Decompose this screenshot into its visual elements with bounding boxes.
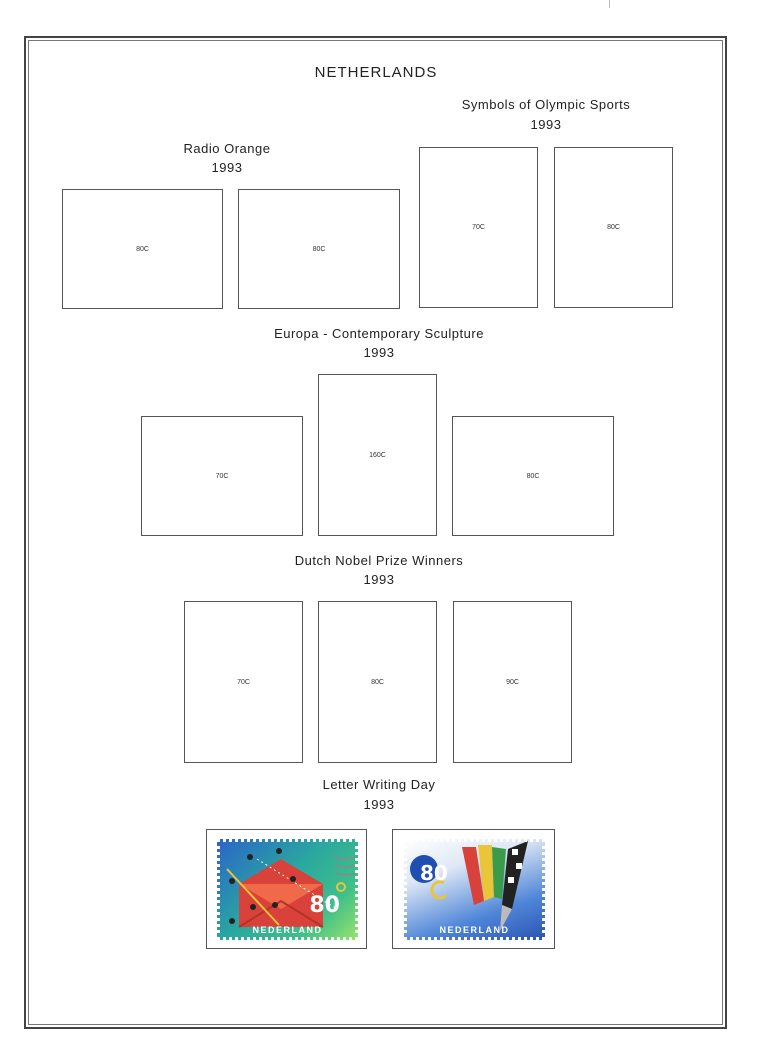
section-title-olympic: Symbols of Olympic Sports: [461, 97, 631, 112]
section-year-europa: 1993: [363, 345, 395, 360]
stamp-pencils: [404, 839, 545, 940]
section-title-europa: Europa - Contemporary Sculpture: [274, 326, 484, 341]
section-title-letter: Letter Writing Day: [322, 777, 436, 792]
slot-denomination: 80C: [607, 224, 620, 231]
stamp-slot-nobel-1[interactable]: [184, 601, 303, 763]
stamp-denomination: 80: [309, 893, 340, 918]
slot-denomination: 160C: [369, 451, 386, 459]
stamp-denomination: 80: [420, 861, 448, 885]
stamp-slot-nobel-3[interactable]: [453, 601, 572, 763]
stamp-slot-olympic-1[interactable]: [419, 147, 538, 308]
stamp-slot-europa-1[interactable]: [141, 416, 303, 536]
section-title-radio: Radio Orange: [183, 141, 271, 156]
stamp-slot-letter-2[interactable]: [392, 829, 555, 949]
slot-denomination: 70C: [237, 678, 250, 686]
slot-denomination: 80C: [526, 472, 540, 480]
slot-denomination: 80C: [371, 678, 384, 686]
stamp-slot-olympic-2[interactable]: [554, 147, 673, 308]
stamp-slot-radio-2[interactable]: [238, 189, 400, 309]
slot-denomination: 80C: [312, 245, 326, 253]
stamp-envelope: [217, 839, 358, 940]
stamp-slot-letter-1[interactable]: [206, 829, 367, 949]
section-year-radio: 1993: [211, 160, 243, 175]
section-year-nobel: 1993: [363, 572, 395, 587]
scan-mark: [609, 0, 610, 8]
section-title-nobel: Dutch Nobel Prize Winners: [294, 553, 464, 568]
slot-denomination: 70C: [472, 224, 485, 231]
section-year-letter: 1993: [363, 797, 395, 812]
stamp-slot-radio-1[interactable]: [62, 189, 223, 309]
stamp-slot-europa-2[interactable]: [318, 374, 437, 536]
stamp-slot-nobel-2[interactable]: [318, 601, 437, 763]
slot-denomination: 80C: [136, 245, 149, 253]
stamp-country: NEDERLAND: [252, 925, 323, 935]
slot-denomination: 90C: [506, 678, 519, 686]
page-title: NETHERLANDS: [314, 64, 438, 81]
stamp-country: NEDERLAND: [439, 925, 510, 935]
slot-denomination: 70C: [215, 472, 229, 480]
stamp-slot-europa-3[interactable]: [452, 416, 614, 536]
section-year-olympic: 1993: [530, 117, 562, 132]
